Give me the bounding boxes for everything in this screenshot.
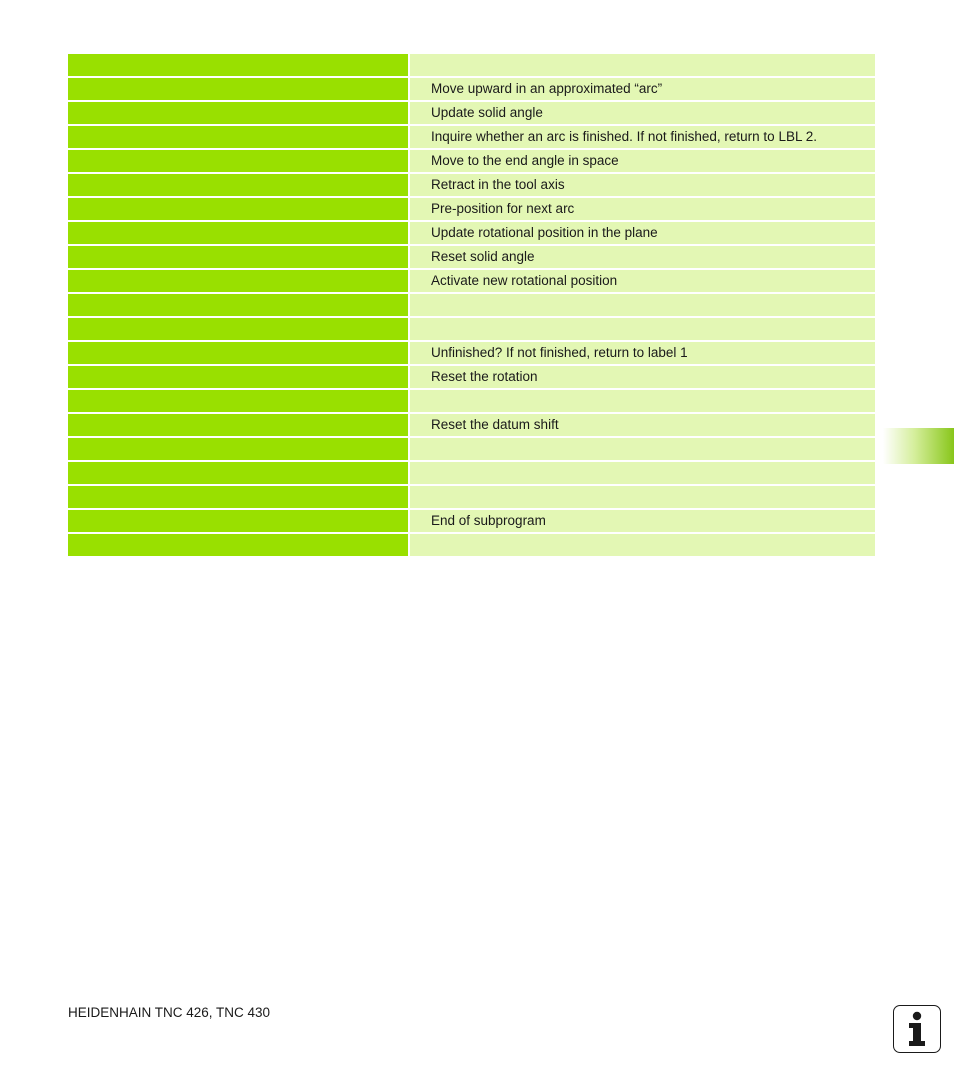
table-row <box>68 342 875 364</box>
description-cell: Reset solid angle <box>410 246 875 268</box>
description-cell: End of subprogram <box>410 510 875 532</box>
description-cell: Move to the end angle in space <box>410 150 875 172</box>
code-cell <box>68 246 408 268</box>
code-cell <box>68 462 408 484</box>
description-cell <box>410 54 875 76</box>
table-row <box>68 102 875 124</box>
code-cell <box>68 222 408 244</box>
code-cell <box>68 78 408 100</box>
code-cell <box>68 342 408 364</box>
description-cell <box>410 438 875 460</box>
description-cell <box>410 318 875 340</box>
table-row <box>68 366 875 388</box>
table-row <box>68 174 875 196</box>
description-cell <box>410 534 875 556</box>
code-cell <box>68 414 408 436</box>
footer-text: HEIDENHAIN TNC 426, TNC 430 <box>68 1005 271 1020</box>
code-cell <box>68 438 408 460</box>
description-cell: Pre-position for next arc <box>410 198 875 220</box>
table-row <box>68 438 875 460</box>
code-cell <box>68 270 408 292</box>
table-row <box>68 246 875 268</box>
table-row <box>68 54 875 76</box>
table-row <box>68 78 875 100</box>
description-cell: Reset the rotation <box>410 366 875 388</box>
code-cell <box>68 486 408 508</box>
table-row <box>68 510 875 532</box>
table-row <box>68 462 875 484</box>
description-cell <box>410 294 875 316</box>
description-cell <box>410 462 875 484</box>
info-icon <box>893 1005 941 1053</box>
description-cell: Reset the datum shift <box>410 414 875 436</box>
code-cell <box>68 174 408 196</box>
code-cell <box>68 54 408 76</box>
code-cell <box>68 366 408 388</box>
code-cell <box>68 534 408 556</box>
code-cell <box>68 198 408 220</box>
description-cell: Unfinished? If not finished, return to label 1 <box>410 342 875 364</box>
code-cell <box>68 510 408 532</box>
code-cell <box>68 390 408 412</box>
code-cell <box>68 126 408 148</box>
description-cell: Activate new rotational position <box>410 270 875 292</box>
description-cell: Update rotational position in the plane <box>410 222 875 244</box>
table-row <box>68 390 875 412</box>
table-row <box>68 534 875 556</box>
code-cell <box>68 318 408 340</box>
table-row <box>68 270 875 292</box>
table-row <box>68 294 875 316</box>
code-cell <box>68 102 408 124</box>
description-cell <box>410 390 875 412</box>
table-row <box>68 222 875 244</box>
table-row <box>68 150 875 172</box>
chapter-tab <box>883 428 954 464</box>
program-table <box>68 54 875 558</box>
description-cell: Retract in the tool axis <box>410 174 875 196</box>
description-cell: Move upward in an approximated “arc” <box>410 78 875 100</box>
table-row <box>68 414 875 436</box>
table-row <box>68 486 875 508</box>
description-cell: Inquire whether an arc is finished. If not finished, return to LBL 2. <box>410 126 875 148</box>
table-row <box>68 126 875 148</box>
table-row <box>68 318 875 340</box>
table-row <box>68 198 875 220</box>
code-cell <box>68 294 408 316</box>
description-cell <box>410 486 875 508</box>
description-cell: Update solid angle <box>410 102 875 124</box>
code-cell <box>68 150 408 172</box>
